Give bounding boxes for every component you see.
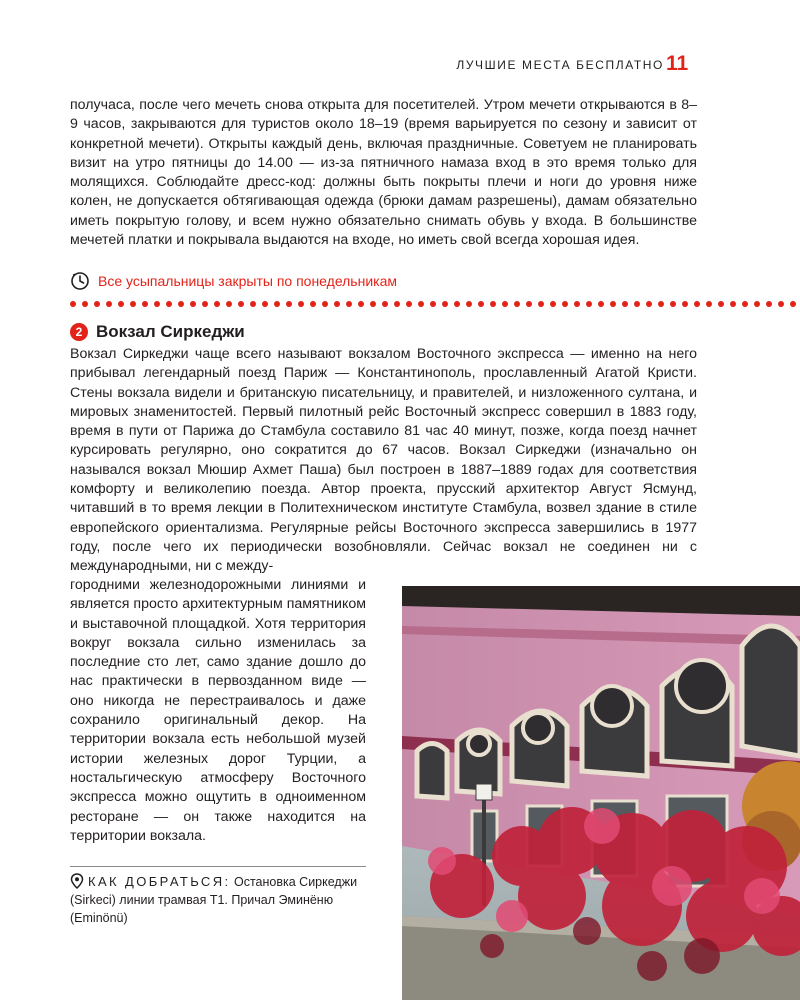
divider-dot — [382, 301, 388, 307]
divider-dot — [334, 301, 340, 307]
closure-note — [70, 271, 397, 291]
divider-dot — [526, 301, 532, 307]
divider-dot — [214, 301, 220, 307]
how-to-get-text: Остановка Сиркеджи (Sirkeci) линии трамвая Т1. Причал Эминёню (Eminönü) — [70, 875, 358, 925]
divider-dot — [202, 301, 208, 307]
closure-note-text: Все усыпальницы закрыты по понедельникам — [98, 273, 397, 289]
divider-dot — [298, 301, 304, 307]
divider-dot — [178, 301, 184, 307]
divider-dot — [310, 301, 316, 307]
divider-dot — [670, 301, 676, 307]
divider-dot — [742, 301, 748, 307]
how-to-get-box — [70, 866, 366, 927]
divider-dot — [466, 301, 472, 307]
divider-dot — [322, 301, 328, 307]
divider-dot — [442, 301, 448, 307]
divider-dot — [226, 301, 232, 307]
divider-dot — [94, 301, 100, 307]
divider-dot — [154, 301, 160, 307]
intro-paragraph: получаса, после чего мечеть снова открыта для посетителей. Утром мечети открываются в 8–9 часов, закрываются для туристов около 18–19 (время варьируется по сезону и зависит от конкретной мечети). Открыты каждый день, включая праздничные. Советуем не планировать визит на утро пятницы до 14.00 — из-за пятничного намаза вход в это время только для молящихся. Соблюдайте дресс-код: должны быть покрыты плечи и ноги до уровня ниже колен, не допускается обтягивающая одежда (брюки дамам разрешены), дамам обязательно иметь покрытую голову, и всем нужно обязательно снимать обувь у входа. В большинстве мечетей платки и покрывала выдаются на входе, но иметь свой всегда хорошая идея. — [70, 97, 697, 249]
divider-dot — [574, 301, 580, 307]
divider-dot — [418, 301, 424, 307]
divider-dot — [790, 301, 796, 307]
divider-dot — [658, 301, 664, 307]
station-photo — [402, 586, 800, 1000]
divider-dot — [682, 301, 688, 307]
page-number: 11 — [666, 52, 689, 75]
divider-dot — [394, 301, 400, 307]
divider-dot — [586, 301, 592, 307]
divider-dot — [550, 301, 556, 307]
section-heading — [70, 322, 245, 342]
divider-dot — [478, 301, 484, 307]
divider-dot — [598, 301, 604, 307]
divider-dot — [490, 301, 496, 307]
divider-dot — [70, 301, 76, 307]
divider-dot — [514, 301, 520, 307]
divider-dot — [430, 301, 436, 307]
divider-dot — [370, 301, 376, 307]
divider-dot — [106, 301, 112, 307]
divider-dot — [706, 301, 712, 307]
location-pin-icon — [70, 873, 84, 889]
divider-dot — [250, 301, 256, 307]
divider-dot — [622, 301, 628, 307]
divider-dot — [718, 301, 724, 307]
divider-dot — [694, 301, 700, 307]
how-to-get-label: КАК ДОБРАТЬСЯ: — [88, 874, 231, 889]
section-title: Вокзал Сиркеджи — [96, 322, 245, 341]
divider-dot — [406, 301, 412, 307]
clock-icon — [70, 271, 90, 291]
divider-dot — [286, 301, 292, 307]
divider-dot — [562, 301, 568, 307]
divider-dot — [190, 301, 196, 307]
divider-dot — [262, 301, 268, 307]
section-number-badge: 2 — [70, 323, 88, 341]
divider-dot — [646, 301, 652, 307]
divider-dot — [454, 301, 460, 307]
divider-dot — [130, 301, 136, 307]
divider-dot — [358, 301, 364, 307]
divider-dot — [274, 301, 280, 307]
divider-dot — [238, 301, 244, 307]
divider-dot — [82, 301, 88, 307]
divider-dot — [730, 301, 736, 307]
divider-dot — [766, 301, 772, 307]
divider-dot — [166, 301, 172, 307]
section-body-narrow: городними железнодорожными линиями и является просто архитектурным памятником и выставочной площадкой. Хотя территория вокруг вокзала сильно изменилась за последние сто лет, само здание дошло до нас практически в первозданном виде — оно никогда не перестраивалось и даже сохранило оригинальный декор. На территории вокзала есть небольшой музей истории железных дорог Турции, а ностальгическую атмосферу Восточного экспресса можно ощутить в одноименном ресторане — он также находится на территории вокзала. — [70, 577, 366, 844]
section-body-wide: Вокзал Сиркеджи чаще всего называют вокзалом Восточного экспресса — именно на него прибывал легендарный поезд Париж — Константинополь, прославленный Агатой Кристи. Стены вокзала видели и британскую писательницу, и правителей, и низложенного султана, и мировых знаменитостей. Первый пилотный рейс Восточный экспресс совершил в 1883 году, время в пути от Парижа до Стамбула составило 81 час 40 минут, позже, когда поезд начнет курсировать регулярно, оно сократится до 67 часов. Вокзал Сиркеджи (изначально он назывался вокзал Мюшир Ахмет Паша) был построен в 1887–1889 годах для соответствия комфорту и великолепию поезда. Автор проекта, прусский архитектор Август Ясмунд, читавший в то время лекции в Политехническом институте Стамбула, возвел здание в стиле европейского ориентализма. Регулярные рейсы Восточного экспресса завершились в 1977 году, после чего их периодически возобновляли. Сейчас вокзал не соединен ни с международными, ни с между- — [70, 346, 697, 575]
divider-dot — [754, 301, 760, 307]
divider-dot — [502, 301, 508, 307]
station-photo-illustration — [402, 586, 800, 1000]
divider-dot — [778, 301, 784, 307]
divider-dot — [346, 301, 352, 307]
divider-dot — [142, 301, 148, 307]
running-title: ЛУЧШИЕ МЕСТА БЕСПЛАТНО — [456, 58, 664, 72]
divider-dot — [634, 301, 640, 307]
divider-dot — [610, 301, 616, 307]
divider-dot — [538, 301, 544, 307]
divider-dot — [118, 301, 124, 307]
section-divider — [70, 301, 800, 307]
